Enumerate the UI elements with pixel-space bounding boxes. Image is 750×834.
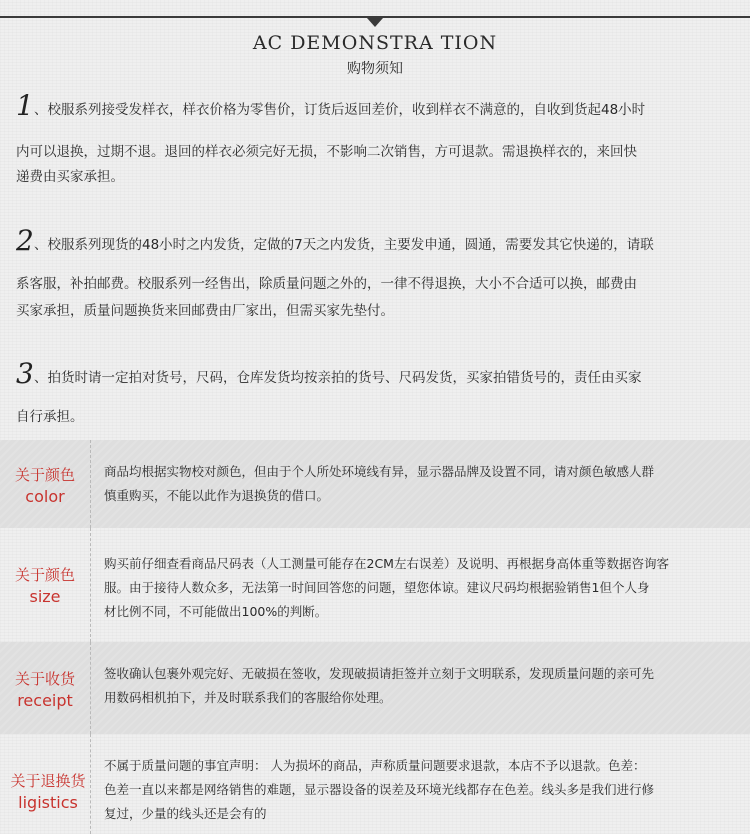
section-line: 色差一直以来都是网络销售的难题，显示器设备的误差及环境光线都存在色差。线头多是我们进行修	[104, 782, 655, 797]
rule-text	[16, 272, 740, 292]
section-label	[0, 464, 90, 506]
section-color	[0, 440, 750, 528]
section-label-en: ligistics	[18, 793, 78, 812]
section-label-zh: 关于退换货	[10, 772, 86, 790]
rule-line: 、拍货时请一定拍对货号，尺码，仓库发货均按亲拍的货号、尺码发货，买家拍错货号的，责任由买家	[34, 370, 642, 386]
section-logistics	[0, 734, 750, 834]
down-arrow-icon	[367, 18, 383, 27]
rule-text	[16, 98, 740, 118]
section-line: 不属于质量问题的事宜声明： 人为损坏的商品，声称质量问题要求退款，本店不予以退款。色差：	[104, 758, 646, 773]
section-label	[0, 668, 90, 710]
rule-line: 、校服系列现货的48小时之内发货，定做的7天之内发货，主要发申通，圆通，需要发其它快递的，请联	[34, 237, 654, 253]
rule-text	[16, 299, 740, 319]
section-label-en: size	[29, 587, 61, 606]
section-line: 慎重购买，不能以此作为退换货的借口。	[104, 488, 330, 503]
section-size	[0, 528, 750, 642]
section-line: 复过，少量的线头还是会有的	[104, 806, 267, 821]
rule-number: 3	[16, 357, 34, 390]
rule-line: 内可以退换，过期不退。退回的样衣必须完好无损，不影响二次销售，方可退款。需退换样衣的，来回快	[16, 144, 637, 160]
section-receipt	[0, 642, 750, 734]
rule-line: 系客服，补拍邮费。校服系列一经售出，除质量问题之外的，一律不得退换，大小不合适可以换，邮费由	[16, 276, 637, 292]
rule-text	[16, 140, 740, 160]
section-line: 商品均根据实物校对颜色，但由于个人所处环境线有异，显示器品牌及设置不同，请对颜色敏感人群	[104, 464, 655, 479]
section-body	[104, 460, 740, 508]
section-line: 购买前仔细查看商品尺码表（人工测量可能存在2CM左右误差）及说明、再根据身高体重等数据咨询客	[104, 556, 669, 571]
rule-number: 2	[16, 224, 34, 257]
section-line: 材比例不同，不可能做出100%的判断。	[104, 604, 328, 619]
page-subtitle: 购物须知	[347, 61, 403, 77]
section-body	[104, 552, 740, 624]
section-line: 签收确认包裹外观完好、无破损在签收，发现破损请拒签并立刻于文明联系，发现质量问题的亲可先	[104, 666, 655, 681]
rule-text	[16, 366, 740, 386]
rule-text	[16, 165, 740, 185]
section-label-en: receipt	[17, 691, 73, 710]
section-body	[104, 662, 740, 710]
rule-line: 递费由买家承担。	[16, 169, 124, 185]
section-divider	[90, 528, 91, 642]
rule-text	[16, 233, 740, 253]
rule-line: 、校服系列接受发样衣，样衣价格为零售价，订货后返回差价，收到样衣不满意的，自收到货起48小时	[34, 102, 646, 118]
section-label	[0, 564, 90, 606]
page-title: AC DEMONSTRA TION	[252, 32, 498, 54]
section-divider	[90, 440, 91, 528]
section-label	[0, 770, 96, 812]
section-line: 服。由于接待人数众多，无法第一时间回答您的问题，望您体谅。建议尺码均根据验销售1但个人身	[104, 580, 650, 595]
section-label-zh: 关于颜色	[14, 566, 75, 584]
section-divider	[90, 642, 91, 734]
rule-text	[16, 405, 740, 425]
section-body	[104, 754, 740, 826]
rule-line: 自行承担。	[16, 409, 84, 425]
section-label-en: color	[25, 487, 65, 506]
section-line: 用数码相机拍下，并及时联系我们的客服给你处理。	[104, 690, 392, 705]
section-label-zh: 关于收货	[14, 670, 75, 688]
section-label-zh: 关于颜色	[14, 466, 75, 484]
top-bar	[0, 0, 750, 18]
rule-line: 买家承担，质量问题换货来回邮费由厂家出，但需买家先垫付。	[16, 303, 394, 319]
rule-number: 1	[16, 89, 34, 122]
